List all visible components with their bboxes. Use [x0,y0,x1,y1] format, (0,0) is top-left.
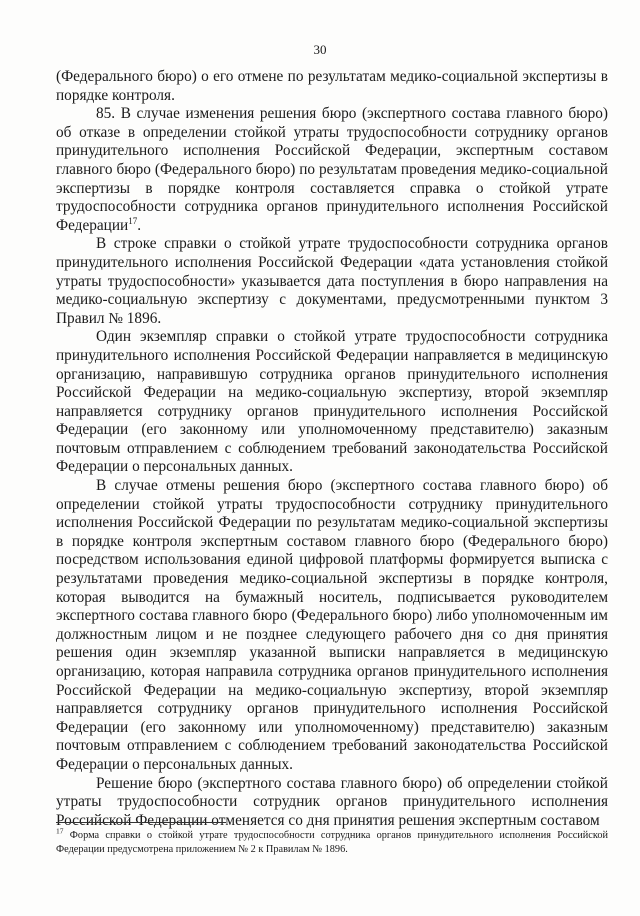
footnote-text: Форма справки о стойкой утрате трудоспособности сотрудника органов принудительного исполнения Российской Федерации предусмотрена приложением № 2 к Правилам № 1896. [56,830,609,855]
body-text [56,68,608,830]
paragraph-copies: Один экземпляр справки о стойкой утрате трудоспособности сотрудника принудительного исполнения Российской Федерации направляется в медицинскую организацию, направившую сотрудника органов принудительного исполнения Российской Федерации на медико-социальную экспертизу, второй экземпляр направляется сотруднику органов принудительного исполнения Российской Федерации (его законному или уполномоченному представителю) заказным почтовым отправлением с соблюдением требований законодательства Российской Федерации о персональных данных. [56,328,608,476]
footnote-number: 17 [56,826,64,836]
paragraph-end-punct: . [137,216,142,234]
paragraph-85 [56,105,608,235]
footnote-reference: 17 [128,215,138,226]
footnote [56,826,609,857]
paragraph-text: 85. В случае изменения решения бюро (экспертного состава главного бюро) об отказе в определении стойкой утраты трудоспособности сотруднику органов принудительного исполнения Российской Федерации, экспертным составом главного бюро (Федерального бюро) по результатам проведения медико-социальной экспертизы в порядке контроля составляется справка о стойкой утрате трудоспособности сотрудника органов принудительного исполнения Российской Федерации [56,105,608,234]
paragraph-date-field: В строке справки о стойкой утрате трудоспособности сотрудника органов принудительного исполнения Российской Федерации «дата установления стойкой утраты трудоспособности» указывается дата поступления в бюро направления на медико-социальную экспертизу с документами, предусмотренными пунктом 3 Правил № 1896. [56,235,608,327]
paragraph-continuation: (Федерального бюро) о его отмене по результатам медико-социальной экспертизы в порядке контроля. [56,68,608,104]
paragraph-decision: Решение бюро (экспертного состава главного бюро) об определении стойкой утраты трудоспособности сотрудник органов принудительного исполнения Российской Федерации отменяется со дня принятия решения экспертным составом [56,774,608,829]
page-number: 30 [313,42,327,57]
paragraph-cancellation: В случае отмены решения бюро (экспертного состава главного бюро) об определении стойкой утраты трудоспособности сотруднику принудительного исполнения Российской Федерации по результатам медико-социальной экспертизы в порядке контроля экспертным составом главного бюро (Федерального бюро) посредством использования единой цифровой платформы формируется выписка с результатами проведения медико-социальной экспертизы в порядке контроля, которая выводится на бумажный носитель, подписывается руководителем экспертного состава главного бюро (Федерального бюро) либо уполномоченным им должностным лицом и не позднее следующего рабочего дня со дня принятия решения один экземпляр указанной выписки направляется в медицинскую организацию, которая направила сотрудника органов принудительного исполнения Российской Федерации на медико-социальную экспертизу, второй экземпляр направляется сотруднику органов принудительного исполнения Российской Федерации (его законному или уполномоченному) представителю) заказным почтовым отправлением с соблюдением требований законодательства Российской Федерации о персональных данных. [56,477,608,773]
footnote-divider [56,822,226,823]
